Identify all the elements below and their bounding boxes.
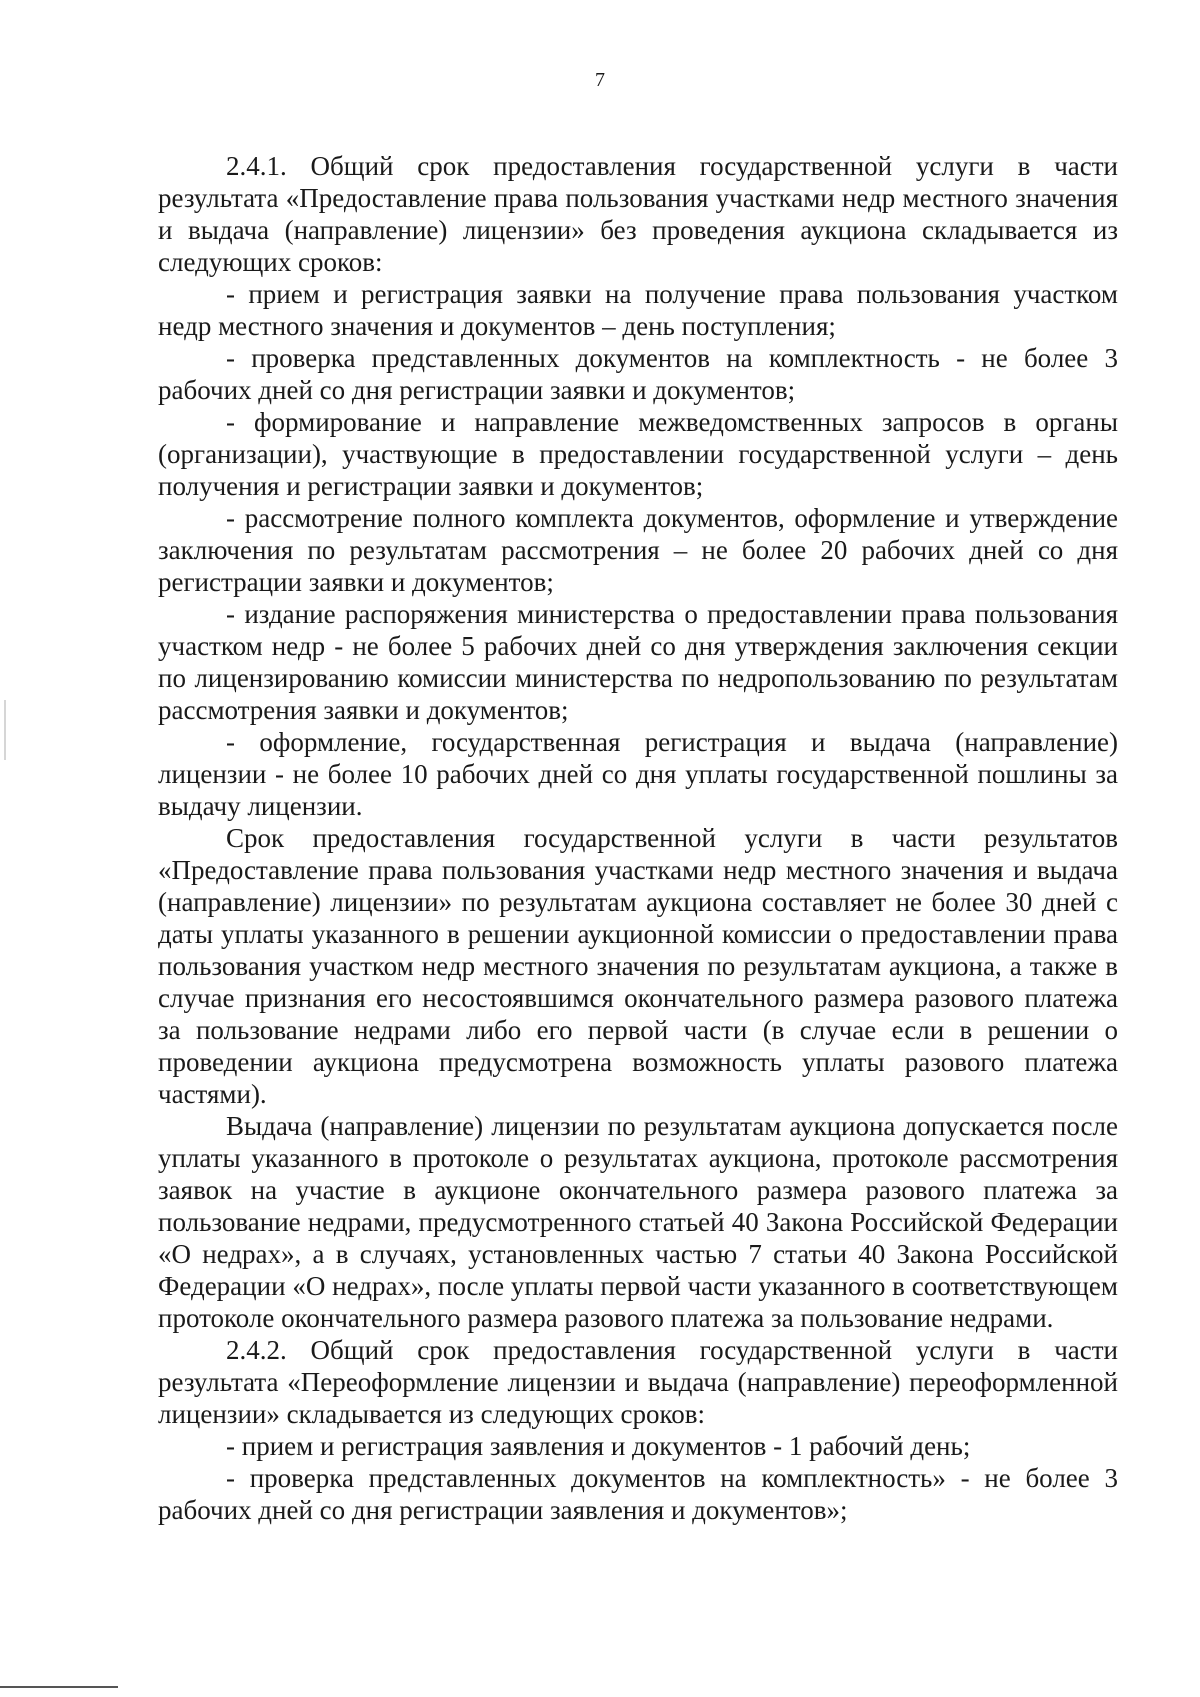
page-number: 7 — [595, 69, 605, 91]
list-item-registration-day: - прием и регистрация заявления и документов - 1 рабочий день; — [226, 1431, 971, 1461]
list-item-completeness-check: - проверка представленных документов на комплектность - не более 3 рабочих дней со дня регистрации заявки и документов; — [158, 343, 1118, 405]
list-item-ministry-order: - издание распоряжения министерства о предоставлении права пользования участком недр - не более 5 рабочих дней со дня утверждения заключения секции по лицензированию комиссии министерства по недропользованию по результатам рассмотрения заявки и документов; — [158, 599, 1118, 725]
list-item-review-conclusion: - рассмотрение полного комплекта документов, оформление и утверждение заключения по результатам рассмотрения – не более 20 рабочих дней со дня регистрации заявки и документов; — [158, 503, 1118, 597]
paragraph-2-4-2: 2.4.2. Общий срок предоставления государственной услуги в части результата «Переоформление лицензии и выдача (направление) переоформленной лицензии» складывается из следующих сроков: — [158, 1335, 1118, 1429]
paragraph-auction-issuance: Выдача (направление) лицензии по результатам аукциона допускается после уплаты указанного в протоколе о результатах аукциона, протоколе рассмотрения заявок на участие в аукционе окончательного размера разового платежа за пользование недрами, предусмотренного статьей 40 Закона Российской Федерации «О недрах», а в случаях, установленных частью 7 статьи 40 Закона Российской Федерации «О недрах», после уплаты первой части указанного в соответствующем протоколе окончательного размера разового платежа за пользование недрами. — [158, 1111, 1118, 1333]
list-item-completeness-check-2: - проверка представленных документов на комплектность» - не более 3 рабочих дней со дня регистрации заявления и документов»; — [158, 1463, 1118, 1525]
bottom-rule — [0, 1686, 118, 1688]
list-item-application-receipt: - прием и регистрация заявки на получение права пользования участком недр местного значения и документов – день поступления; — [158, 279, 1118, 341]
list-item-interagency-requests: - формирование и направление межведомственных запросов в органы (организации), участвующие в предоставлении государственной услуги – день получения и регистрации заявки и документов; — [158, 407, 1118, 501]
paragraph-auction-term: Срок предоставления государственной услуги в части результатов «Предоставление права пользования участками недр местного значения и выдача (направление) лицензии» по результатам аукциона составляет не более 30 дней с даты уплаты указанного в решении аукционной комиссии о предоставлении права пользования участком недр местного значения по результатам аукциона, а также в случае признания его несостоявшимся окончательного размера разового платежа за пользование недрами либо его первой части (в случае если в решении о проведении аукциона предусмотрена возможность уплаты разового платежа частями). — [158, 823, 1118, 1109]
document-body — [158, 150, 1118, 1526]
list-item-license-issuance: - оформление, государственная регистрация и выдача (направление) лицензии - не более 10 рабочих дней со дня уплаты государственной пошлины за выдачу лицензии. — [158, 727, 1118, 821]
scan-artifact — [4, 700, 6, 760]
paragraph-2-4-1: 2.4.1. Общий срок предоставления государственной услуги в части результата «Предоставление права пользования участками недр местного значения и выдача (направление) лицензии» без проведения аукциона складывается из следующих сроков: — [158, 151, 1118, 277]
